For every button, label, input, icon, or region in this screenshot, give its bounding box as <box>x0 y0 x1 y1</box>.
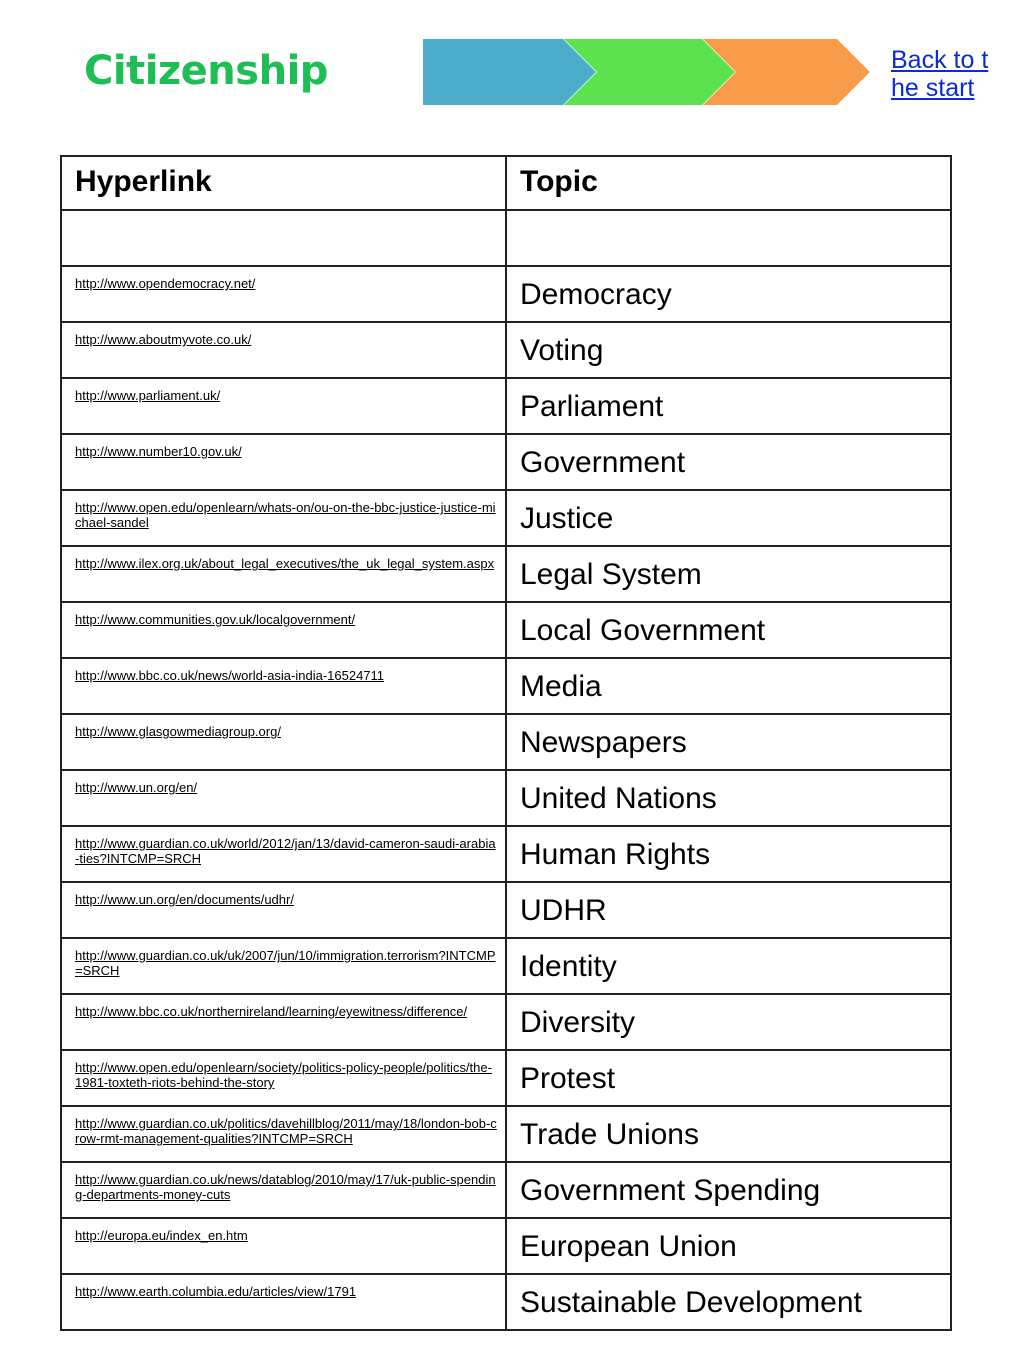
topic-label: Newspapers <box>520 726 687 759</box>
hyperlink[interactable]: http://www.bbc.co.uk/news/world-asia-india-16524711 <box>75 668 385 683</box>
topic-label: Sustainable Development <box>520 1286 862 1319</box>
topic-cell <box>506 602 951 658</box>
hyperlink[interactable]: http://www.guardian.co.uk/news/datablog/2010/may/17/uk-public-spending-departments-money-cuts <box>75 1172 496 1202</box>
topic-cell <box>506 266 951 322</box>
hyperlink-cell <box>61 266 506 322</box>
hyperlink[interactable]: http://www.guardian.co.uk/uk/2007/jun/10/immigration.terrorism?INTCMP=SRCH <box>75 948 496 978</box>
back-to-start-link[interactable]: Back to the start <box>891 46 989 102</box>
topic-cell <box>506 770 951 826</box>
table-row <box>61 938 951 994</box>
topic-label: Protest <box>520 1062 616 1095</box>
topic-cell <box>506 1106 951 1162</box>
hyperlink-cell <box>61 938 506 994</box>
hyperlink[interactable] <box>62 211 505 220</box>
hyperlink[interactable]: http://www.opendemocracy.net/ <box>75 276 256 291</box>
hyperlink[interactable]: http://www.earth.columbia.edu/articles/view/1791 <box>75 1284 357 1299</box>
hyperlink-cell <box>61 1274 506 1330</box>
topic-label: Identity <box>520 950 617 983</box>
chevron-blue <box>423 39 596 105</box>
table-row <box>61 546 951 602</box>
topic-cell <box>506 714 951 770</box>
topic-label: UDHR <box>520 894 607 927</box>
table-row <box>61 826 951 882</box>
hyperlink-cell <box>61 546 506 602</box>
hyperlink-cell <box>61 1162 506 1218</box>
hyperlink[interactable]: http://www.un.org/en/documents/udhr/ <box>75 892 294 907</box>
hyperlink[interactable]: http://www.open.edu/openlearn/society/politics-policy-people/politics/the-1981-toxteth-riots-behind-the-story <box>75 1060 492 1090</box>
topic-label: Democracy <box>520 278 672 311</box>
topic-label: Legal System <box>520 558 702 591</box>
topic-label: United Nations <box>520 782 717 815</box>
hyperlink[interactable]: http://www.number10.gov.uk/ <box>75 444 242 459</box>
topic-label: Voting <box>520 334 604 367</box>
table-row <box>61 1106 951 1162</box>
table-row <box>61 266 951 322</box>
table-body <box>61 210 951 1330</box>
hyperlink[interactable]: http://www.guardian.co.uk/world/2012/jan/13/david-cameron-saudi-arabia-ties?INTCMP=SRCH <box>75 836 496 866</box>
progress-chevrons <box>423 39 873 105</box>
hyperlink[interactable]: http://www.ilex.org.uk/about_legal_executives/the_uk_legal_system.aspx <box>75 556 495 571</box>
topic-label: Human Rights <box>520 838 711 871</box>
topic-cell <box>506 658 951 714</box>
topic-label: Local Government <box>520 614 766 647</box>
table-row <box>61 322 951 378</box>
table-row <box>61 210 951 266</box>
table-row <box>61 1218 951 1274</box>
topic-label <box>507 211 950 221</box>
topic-label: Government Spending <box>520 1174 821 1207</box>
topic-cell <box>506 1162 951 1218</box>
topic-label: Media <box>520 670 602 703</box>
hyperlink[interactable]: http://www.communities.gov.uk/localgovernment/ <box>75 612 356 627</box>
topic-label: Parliament <box>520 390 664 423</box>
table-row <box>61 770 951 826</box>
topic-label: European Union <box>520 1230 737 1263</box>
table-row <box>61 378 951 434</box>
hyperlink-cell <box>61 210 506 266</box>
table-header-row <box>61 156 951 210</box>
topic-label: Diversity <box>520 1006 636 1039</box>
hyperlink-cell <box>61 1218 506 1274</box>
topic-label: Government <box>520 446 686 479</box>
hyperlink[interactable]: http://www.open.edu/openlearn/whats-on/ou-on-the-bbc-justice-justice-michael-sandel <box>75 500 496 530</box>
hyperlink-cell <box>61 770 506 826</box>
topic-cell <box>506 210 951 266</box>
topic-cell <box>506 546 951 602</box>
topic-cell <box>506 322 951 378</box>
topic-cell <box>506 1218 951 1274</box>
hyperlink-cell <box>61 490 506 546</box>
hyperlink-cell <box>61 826 506 882</box>
topic-cell <box>506 434 951 490</box>
hyperlink-cell <box>61 1106 506 1162</box>
table-row <box>61 658 951 714</box>
hyperlink-cell <box>61 882 506 938</box>
hyperlink-cell <box>61 322 506 378</box>
hyperlink-cell <box>61 994 506 1050</box>
topic-cell <box>506 826 951 882</box>
hyperlink[interactable]: http://www.parliament.uk/ <box>75 388 221 403</box>
page-title: Citizenship <box>84 48 328 94</box>
hyperlink-cell <box>61 1050 506 1106</box>
hyperlink[interactable]: http://www.bbc.co.uk/northernireland/learning/eyewitness/difference/ <box>75 1004 468 1019</box>
topic-label: Justice <box>520 502 614 535</box>
hyperlink-cell <box>61 602 506 658</box>
hyperlink[interactable]: http://www.guardian.co.uk/politics/davehillblog/2011/may/18/london-bob-crow-rmt-management-qualities?INTCMP=SRCH <box>75 1116 497 1146</box>
hyperlink[interactable]: http://europa.eu/index_en.htm <box>75 1228 248 1243</box>
topic-cell <box>506 994 951 1050</box>
table-row <box>61 1162 951 1218</box>
hyperlink-topic-table <box>60 155 952 1331</box>
table-row <box>61 602 951 658</box>
hyperlink-cell <box>61 714 506 770</box>
topic-label: Trade Unions <box>520 1118 699 1151</box>
hyperlink-cell <box>61 658 506 714</box>
table-row <box>61 434 951 490</box>
table-row <box>61 490 951 546</box>
table-row <box>61 1274 951 1330</box>
column-header-hyperlink: Hyperlink <box>61 156 506 210</box>
table-row <box>61 882 951 938</box>
hyperlink[interactable]: http://www.glasgowmediagroup.org/ <box>75 724 281 739</box>
table-row <box>61 1050 951 1106</box>
topic-cell <box>506 1274 951 1330</box>
hyperlink-cell <box>61 378 506 434</box>
topic-cell <box>506 1050 951 1106</box>
topic-cell <box>506 882 951 938</box>
hyperlink[interactable]: http://www.un.org/en/ <box>75 780 198 795</box>
table-row <box>61 714 951 770</box>
topic-cell <box>506 378 951 434</box>
column-header-topic: Topic <box>506 156 951 210</box>
hyperlink-cell <box>61 434 506 490</box>
hyperlink[interactable]: http://www.aboutmyvote.co.uk/ <box>75 332 252 347</box>
topic-cell <box>506 490 951 546</box>
table-row <box>61 994 951 1050</box>
topic-cell <box>506 938 951 994</box>
